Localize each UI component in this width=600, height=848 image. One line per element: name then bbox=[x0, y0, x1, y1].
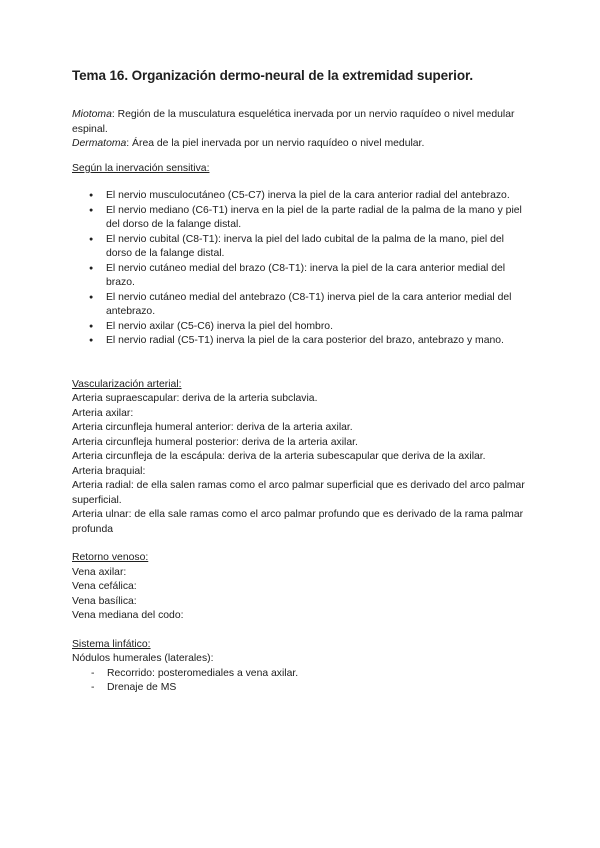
section-title-venous: Retorno venoso: bbox=[72, 552, 149, 563]
definition-term: Miotoma bbox=[72, 109, 112, 120]
section-title-lymphatic: Sistema linfático: bbox=[72, 638, 151, 650]
list-item: ● El nervio cutáneo medial del brazo (C8-T1): inerva la piel de la cara anterior medial del brazo. bbox=[72, 262, 532, 291]
text-line: Arteria radial: de ella salen ramas como el arco palmar superficial que es derivado del arco palmar superficial. bbox=[72, 480, 525, 506]
list-item: - Drenaje de MS bbox=[72, 681, 532, 696]
text-line: Arteria braquial: bbox=[72, 465, 146, 477]
text-line: Arteria circunfleja humeral anterior: deriva de la arteria axilar. bbox=[72, 422, 353, 433]
definition-text: : Región de la musculatura esquelética inervada por un nervio raquídeo o nivel medular espinal. bbox=[72, 109, 515, 135]
definition-text: : Área de la piel inervada por un nervio raquídeo o nivel medular. bbox=[126, 138, 425, 149]
text-line: Arteria circunfleja de la escápula: deriva de la arteria subescapular que deriva de la axilar. bbox=[72, 451, 486, 462]
text-line: Arteria supraescapular: deriva de la arteria subclavia. bbox=[72, 393, 318, 404]
definition-dermatoma bbox=[72, 137, 532, 152]
list-item: - Recorrido: posteromediales a vena axilar. bbox=[72, 667, 532, 682]
section-title-sensitive: Según la inervación sensitiva: bbox=[72, 162, 210, 174]
list-item: ● El nervio cubital (C8-T1): inerva la piel del lado cubital de la palma de la mano, piel del dorso de la falange distal. bbox=[72, 233, 532, 262]
text-line: Arteria circunfleja humeral posterior: deriva de la arteria axilar. bbox=[72, 436, 358, 448]
section-title-arterial: Vascularización arterial: bbox=[72, 378, 182, 390]
text-line: Vena mediana del codo: bbox=[72, 610, 184, 621]
text-line: Vena axilar: bbox=[72, 566, 127, 578]
text-line: Arteria axilar: bbox=[72, 407, 134, 419]
list-item: ● El nervio cutáneo medial del antebrazo (C8-T1) inerva piel de la cara anterior medial del antebrazo. bbox=[72, 291, 532, 320]
lymphatic-list bbox=[72, 667, 532, 696]
definition-term: Dermatoma bbox=[72, 138, 127, 149]
list-item: ● El nervio radial (C5-T1) inerva la piel de la cara posterior del brazo, antebrazo y mano. bbox=[72, 334, 532, 349]
text-line: Vena cefálica: bbox=[72, 581, 137, 592]
document-title: Tema 16. Organización dermo-neural de la extremidad superior. bbox=[72, 68, 474, 83]
list-item: ● El nervio axilar (C5-C6) inerva la piel del hombro. bbox=[72, 320, 532, 335]
document-page bbox=[72, 68, 532, 696]
text-line: Arteria ulnar: de ella sale ramas como el arco palmar profundo que es derivado de la rama palmar profunda bbox=[72, 509, 524, 535]
text-line: Nódulos humerales (laterales): bbox=[72, 653, 214, 664]
sensitive-list bbox=[72, 189, 532, 349]
definition-miotoma bbox=[72, 108, 532, 137]
list-item: ● El nervio musculocutáneo (C5-C7) inerva la piel de la cara anterior radial del antebrazo. bbox=[72, 189, 532, 204]
list-item: ● El nervio mediano (C6-T1) inerva en la piel de la parte radial de la palma de la mano y piel del dorso de la falange distal. bbox=[72, 204, 532, 233]
text-line: Vena basílica: bbox=[72, 595, 137, 607]
